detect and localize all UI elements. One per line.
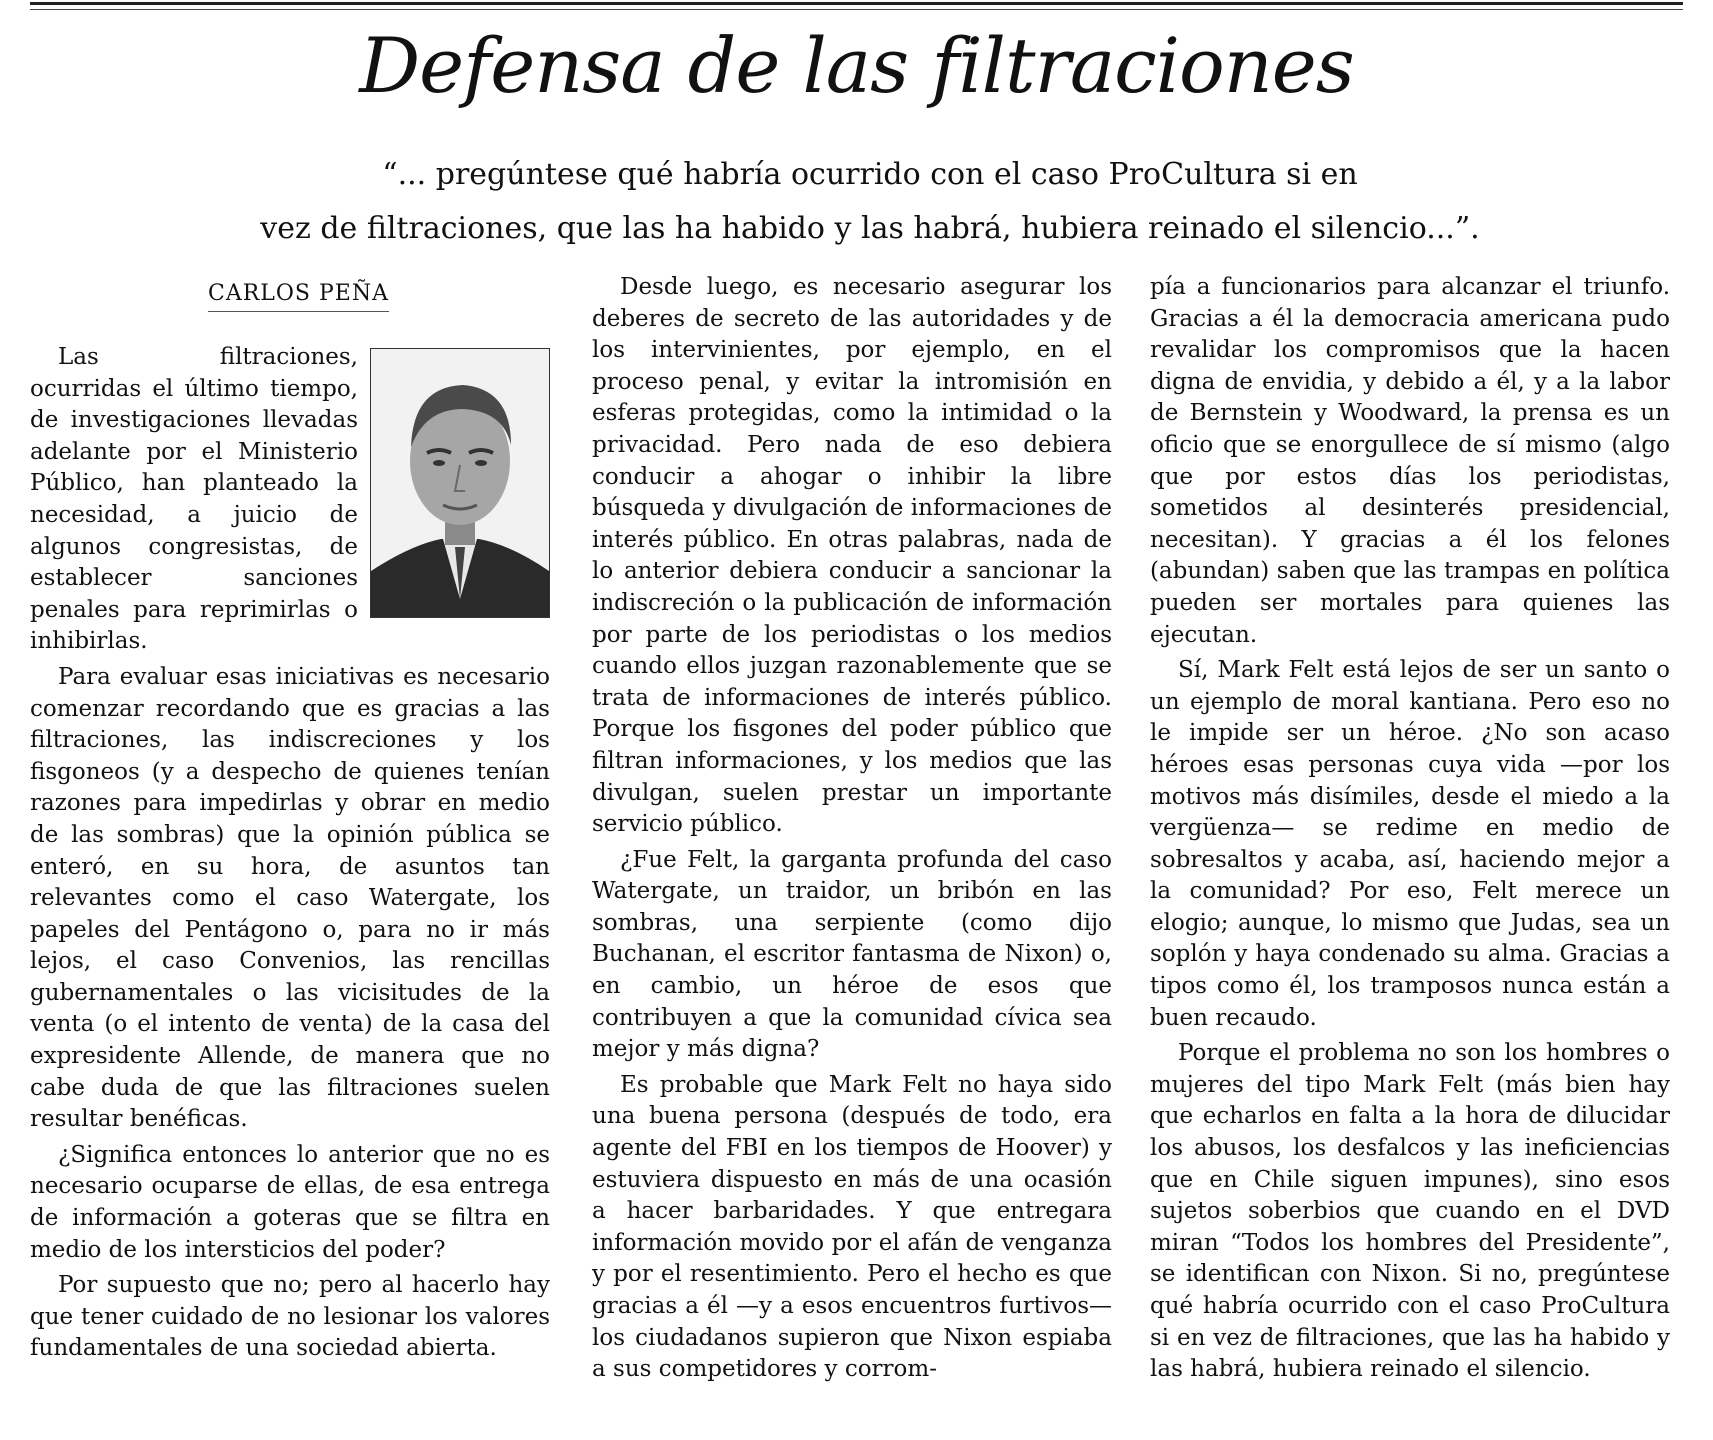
pull-quote bbox=[180, 148, 1560, 256]
headline: Defensa de las filtraciones bbox=[359, 21, 1354, 110]
byline: CARLOS PEÑA bbox=[208, 279, 389, 312]
column-1 bbox=[30, 278, 550, 1365]
column-2 bbox=[592, 272, 1112, 1386]
paragraph: Es probable que Mark Felt no haya sido una buena persona (después de todo, era agente del FBI en los tiempos de Hoover) y estuviera dispuesto en más de una ocasión a hacer barbaridades. Y que entregara información movido por el afán de venganza y por el resentimiento. Pero el hecho es que gracias a él —y a esos encuentros furtivos— los ciudadanos supieron que Nixon espiaba a sus competidores y corrom- bbox=[592, 1071, 1112, 1383]
paragraph: Las filtraciones, ocurridas el último tiempo, de investigaciones llevadas adelante por el Ministerio Público, han planteado la necesidad, a juicio de algunos congresistas, de establecer sanciones penales para reprimirlas o inhibirlas. bbox=[30, 344, 358, 655]
pull-quote-line-2: vez de filtraciones, que las ha habido y las habrá, hubiera reinado el silencio...”. bbox=[260, 211, 1480, 246]
paragraph: Para evaluar esas iniciativas es necesario comenzar recordando que es gracias a las filtraciones, las indiscreciones y los fisgoneos (y a despecho de quienes tenían razones para impedirlas y obrar en medio de las sombras) que la opinión pública se enteró, en su hora, de asuntos tan relevantes como el caso Watergate, los papeles del Pentágono o, para no ir más lejos, el caso Convenios, las rencillas gubernamentales o las vicisitudes de la venta (o el intento de venta) de la casa del expresidente Allende, de manera que no cabe duda de que las filtraciones suelen resultar benéficas. bbox=[30, 663, 550, 1133]
top-rule-thin bbox=[30, 9, 1683, 10]
paragraph: Por supuesto que no; pero al hacerlo hay que tener cuidado de no lesionar los valores fundamentales de una sociedad abierta. bbox=[30, 1272, 550, 1362]
pull-quote-line-1: “... pregúntese qué habría ocurrido con el caso ProCultura si en bbox=[382, 157, 1358, 192]
paragraph: Desde luego, es necesario asegurar los deberes de secreto de las autoridades y de los intervinientes, por ejemplo, en el proceso penal, y evitar la intromisión en esferas protegidas, como la intimidad o la privacidad. Pero nada de eso debiera conducir a ahogar o inhibir la libre búsqueda y divulgación de informaciones de interés público. En otras palabras, nada de lo anterior debiera conducir a sancionar la indiscreción o la publicación de información por parte de los periodistas o los medios cuando ellos juzgan razonablemente que se trata de informaciones de interés público. Porque los fisgones del poder público que filtran informaciones, y los medios que las divulgan, suelen prestar un importante servicio público. bbox=[592, 274, 1112, 838]
portrait-drawing bbox=[371, 349, 549, 617]
byline-wrap bbox=[30, 278, 550, 342]
paragraph: pía a funcionarios para alcanzar el triunfo. Gracias a él la democracia americana pudo revalidar los compromisos que la hacen digna de envidia, y debido a él, y a la labor de Bernstein y Woodward, la prensa es un oficio que se enorgullece de sí mismo (algo que por estos días los periodistas, sometidos al desinterés presidencial, necesitan). Y gracias a él los felones (abundan) saben que las trampas en política pueden ser mortales para quienes las ejecutan. bbox=[1150, 274, 1670, 648]
paragraph: ¿Fue Felt, la garganta profunda del caso Watergate, un traidor, un bribón en las sombras, una serpiente (como dijo Buchanan, el escritor fantasma de Nixon) o, en cambio, un héroe de esos que contribuyen a que la comunidad cívica sea mejor y más digna? bbox=[592, 846, 1112, 1063]
author-portrait-icon bbox=[370, 348, 550, 618]
column-3 bbox=[1150, 272, 1670, 1386]
top-rule bbox=[30, 2, 1683, 5]
paragraph: Sí, Mark Felt está lejos de ser un santo o un ejemplo de moral kantiana. Pero eso no le impide ser un héroe. ¿No son acaso héroes esas personas cuya vida —por los motivos más disímiles, desde el miedo a la vergüenza— se redime en medio de sobresaltos y acaba, así, haciendo mejor a la comunidad? Por eso, Felt merece un elogio; aunque, lo mismo que Judas, sea un soplón y haya condenado su alma. Gracias a tipos como él, los tramposos nunca están a buen recaudo. bbox=[1150, 657, 1670, 1031]
paragraph: ¿Significa entonces lo anterior que no es necesario ocuparse de ellas, de esa entrega de información a goteras que se filtra en medio de los intersticios del poder? bbox=[30, 1141, 550, 1263]
paragraph: Porque el problema no son los hombres o mujeres del tipo Mark Felt (más bien hay que echarlos en falta a la hora de dilucidar los abusos, los desfalcos y las ineficiencias que en Chile siguen impunes), sino esos sujetos soberbios que cuando en el DVD miran “Todos los hombres del Presidente”, se identifican con Nixon. Si no, pregúntese qué habría ocurrido con el caso ProCultura si en vez de filtraciones, que las ha habido y las habrá, hubiera reinado el silencio. bbox=[1150, 1040, 1670, 1383]
